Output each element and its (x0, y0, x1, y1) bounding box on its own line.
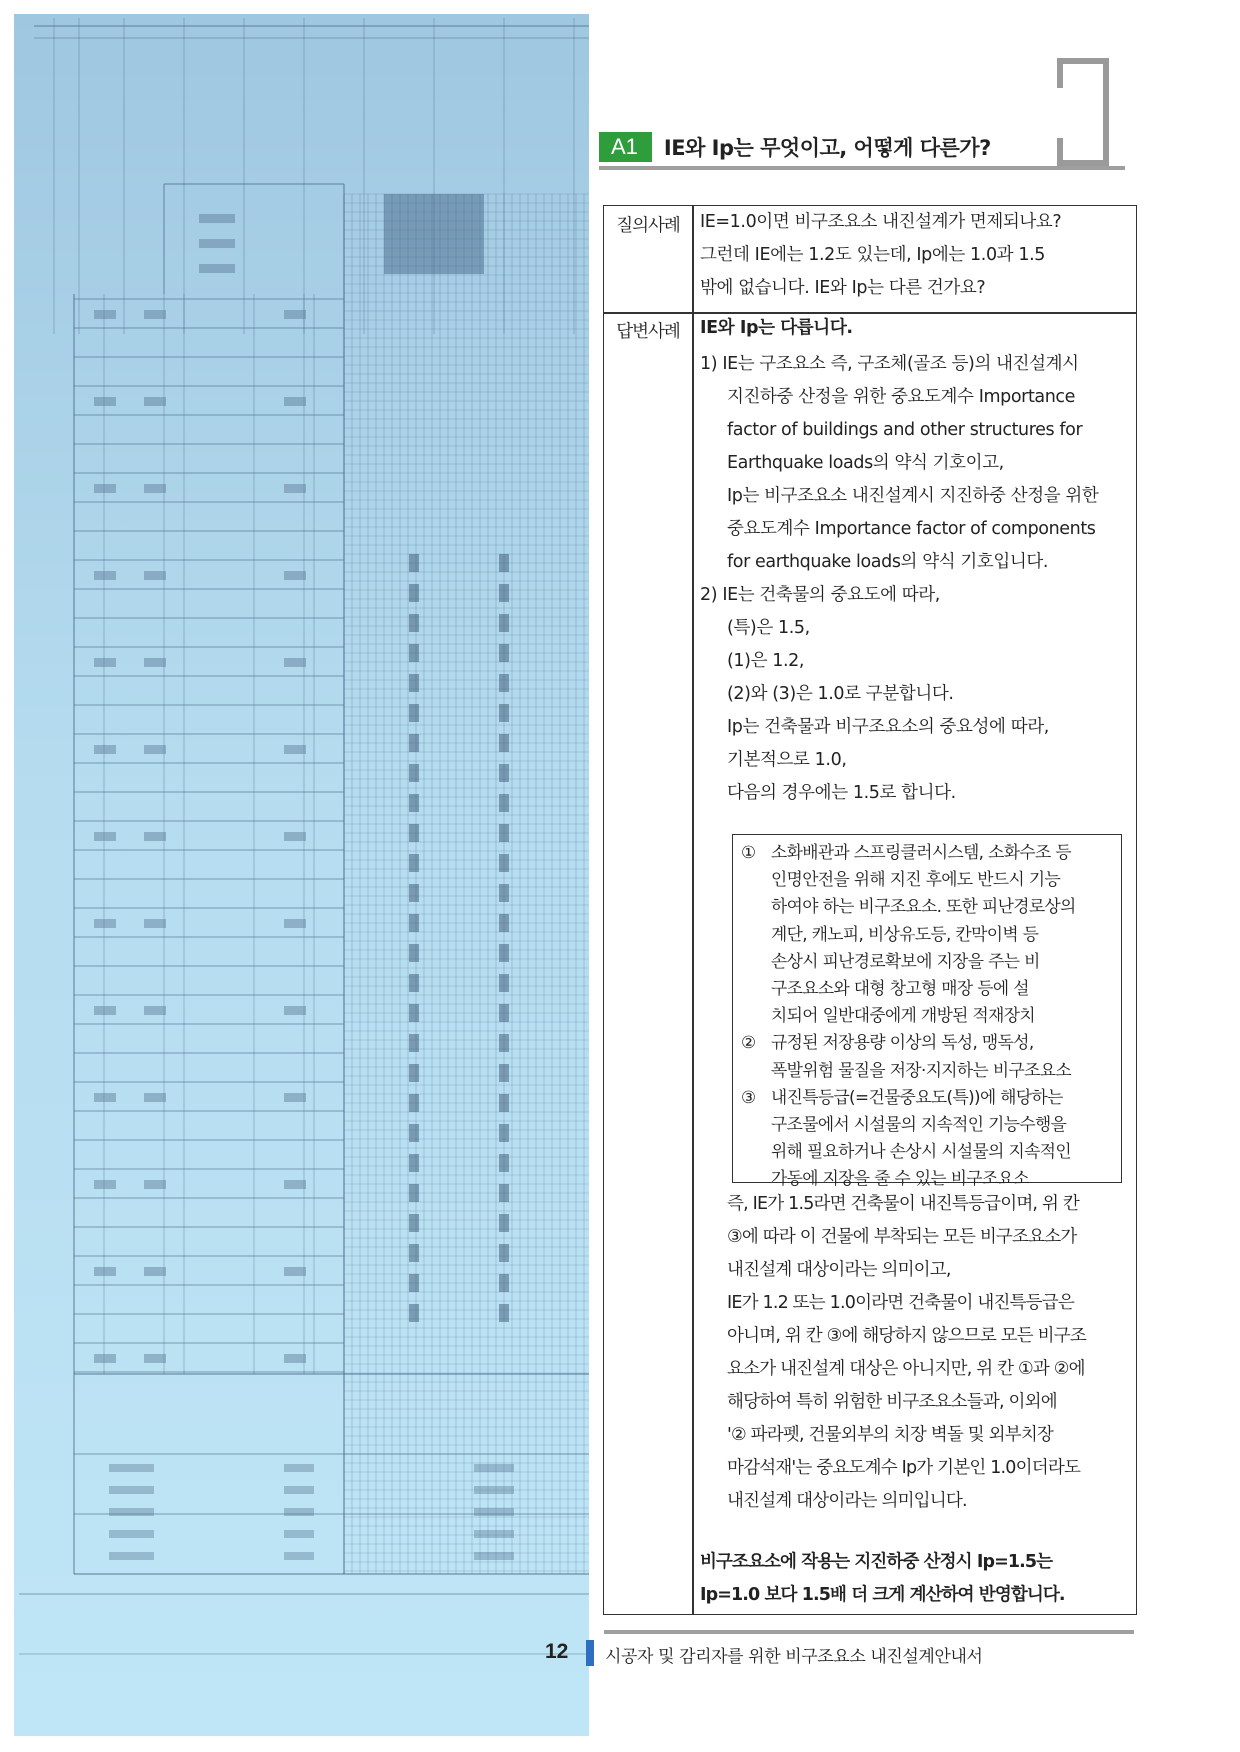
answer-explanation (700, 348, 1132, 810)
box-item-line: 폭발위험 물질을 저장·지지하는 비구조요소 (771, 1059, 1071, 1080)
section-badge: A1 (599, 132, 652, 162)
answer-summary (727, 1188, 1137, 1518)
summary-line: 아니며, 위 칸 ③에 해당하지 않으므로 모든 비구조 (727, 1326, 1086, 1346)
summary-line: ③에 따라 이 건물에 부착되는 모든 비구조요소가 (727, 1227, 1077, 1247)
box-item-line: 손상시 피난경로확보에 지장을 주는 비 (771, 950, 1040, 971)
blueprint-photo (14, 14, 589, 1736)
box-item-line: 계단, 캐노피, 비상유도등, 칸막이벽 등 (771, 923, 1039, 944)
summary-line: '② 파라펫, 건물외부의 치장 벽돌 및 외부치장 (727, 1425, 1054, 1445)
answer-line: Ip는 비구조요소 내진설계시 지진하중 산정을 위한 (727, 486, 1099, 506)
box-item-line: 하여야 하는 비구조요소. 또한 피난경로상의 (771, 896, 1076, 917)
answer-intro: IE와 Ip는 다릅니다. (700, 318, 853, 338)
content-column (545, 14, 1226, 1736)
conclusion-line: Ip=1.0 보다 1.5배 더 크게 계산하여 반영합니다. (700, 1585, 1065, 1605)
footer-rule (604, 1630, 1134, 1634)
summary-line: 해당하여 특히 위험한 비구조요소들과, 이외에 (727, 1392, 1057, 1412)
summary-line: 즉, IE가 1.5라면 건축물이 내진특등급이며, 위 칸 (727, 1194, 1079, 1214)
answer-label: 답변사례 (616, 322, 680, 342)
box-item-line: 위해 필요하거나 손상시 시설물의 지속적인 (771, 1141, 1071, 1162)
answer-line: for earthquake loads의 약식 기호입니다. (727, 552, 1049, 572)
answer-line: 기본적으로 1.0, (727, 750, 847, 770)
summary-line: 요소가 내진설계 대상은 아니지만, 위 칸 ①과 ②에 (727, 1359, 1085, 1379)
answer-line: 다음의 경우에는 1.5로 합니다. (727, 783, 956, 803)
box-item: ③ 내진특등급(=건물중요도(특))에 해당하는 (741, 1086, 1063, 1107)
conclusion-line: 비구조요소에 작용는 지진하중 산정시 Ip=1.5는 (700, 1552, 1053, 1572)
box-item-line: 인명안전을 위해 지진 후에도 반드시 기능 (771, 869, 1061, 890)
summary-line: IE가 1.2 또는 1.0이라면 건축물이 내진특등급은 (727, 1293, 1074, 1313)
qa-table (603, 205, 1137, 1615)
box-item-line: 구조요소와 대형 창고형 매장 등에 설 (771, 978, 1029, 999)
question-line: IE=1.0이면 비구조요소 내진설계가 면제되나요? (700, 212, 1062, 232)
answer-line: (특)은 1.5, (727, 618, 810, 638)
box-item: ② 규정된 저장용량 이상의 독성, 맹독성, (741, 1032, 1034, 1053)
answer-line: 2) IE는 건축물의 중요도에 따라, (700, 585, 940, 605)
answer-line: (1)은 1.2, (727, 651, 805, 671)
table-column-divider (692, 206, 694, 1614)
answer-line: Earthquake loads의 약식 기호이고, (727, 453, 1004, 473)
page-number: 12 (545, 1640, 569, 1663)
summary-line: 마감석재'는 중요도계수 Ip가 기본인 1.0이더라도 (727, 1458, 1081, 1478)
box-item-line: 가동에 지장을 줄 수 있는 비구조요소 (771, 1168, 1029, 1189)
answer-line: 1) IE는 구조요소 즉, 구조체(골조 등)의 내진설계시 (700, 354, 1079, 374)
box-item-line: 구조물에서 시설물의 지속적인 기능수행을 (771, 1114, 1067, 1135)
footer-title: 시공자 및 감리자를 위한 비구조요소 내진설계안내서 (605, 1647, 983, 1667)
answer-line: 중요도계수 Importance factor of components (727, 519, 1096, 539)
heading-rule (599, 166, 1125, 170)
answer-line: factor of buildings and other structures for (727, 420, 1083, 440)
summary-line: 내진설계 대상이라는 의미입니다. (727, 1491, 967, 1511)
question-text (700, 206, 1132, 305)
corner-bracket-decoration (1057, 58, 1109, 166)
importance-conditions-box (732, 834, 1122, 1189)
page-number-bar (586, 1640, 594, 1666)
document-page (14, 14, 1226, 1736)
answer-line: 지진하중 산정을 위한 중요도계수 Importance (727, 387, 1076, 407)
answer-line: (2)와 (3)은 1.0로 구분합니다. (727, 684, 954, 704)
section-heading (599, 132, 991, 162)
box-item-line: 치되어 일반대중에게 개방된 적재장치 (771, 1005, 1035, 1026)
blueprint-drawing (14, 14, 589, 1736)
answer-line: Ip는 건축물과 비구조요소의 중요성에 따라, (727, 717, 1049, 737)
answer-conclusion (700, 1546, 1132, 1612)
question-label: 질의사례 (616, 216, 680, 236)
box-item: ① 소화배관과 스프링클러시스템, 소화수조 등 (741, 842, 1071, 862)
summary-line: 내진설계 대상이라는 의미이고, (727, 1260, 951, 1280)
question-line: 밖에 없습니다. IE와 Ip는 다른 건가요? (700, 278, 986, 298)
table-row-divider (604, 312, 1136, 314)
question-line: 그런데 IE에는 1.2도 있는데, Ip에는 1.0과 1.5 (700, 245, 1045, 265)
section-title: IE와 Ip는 무엇이고, 어떻게 다른가? (663, 136, 991, 160)
